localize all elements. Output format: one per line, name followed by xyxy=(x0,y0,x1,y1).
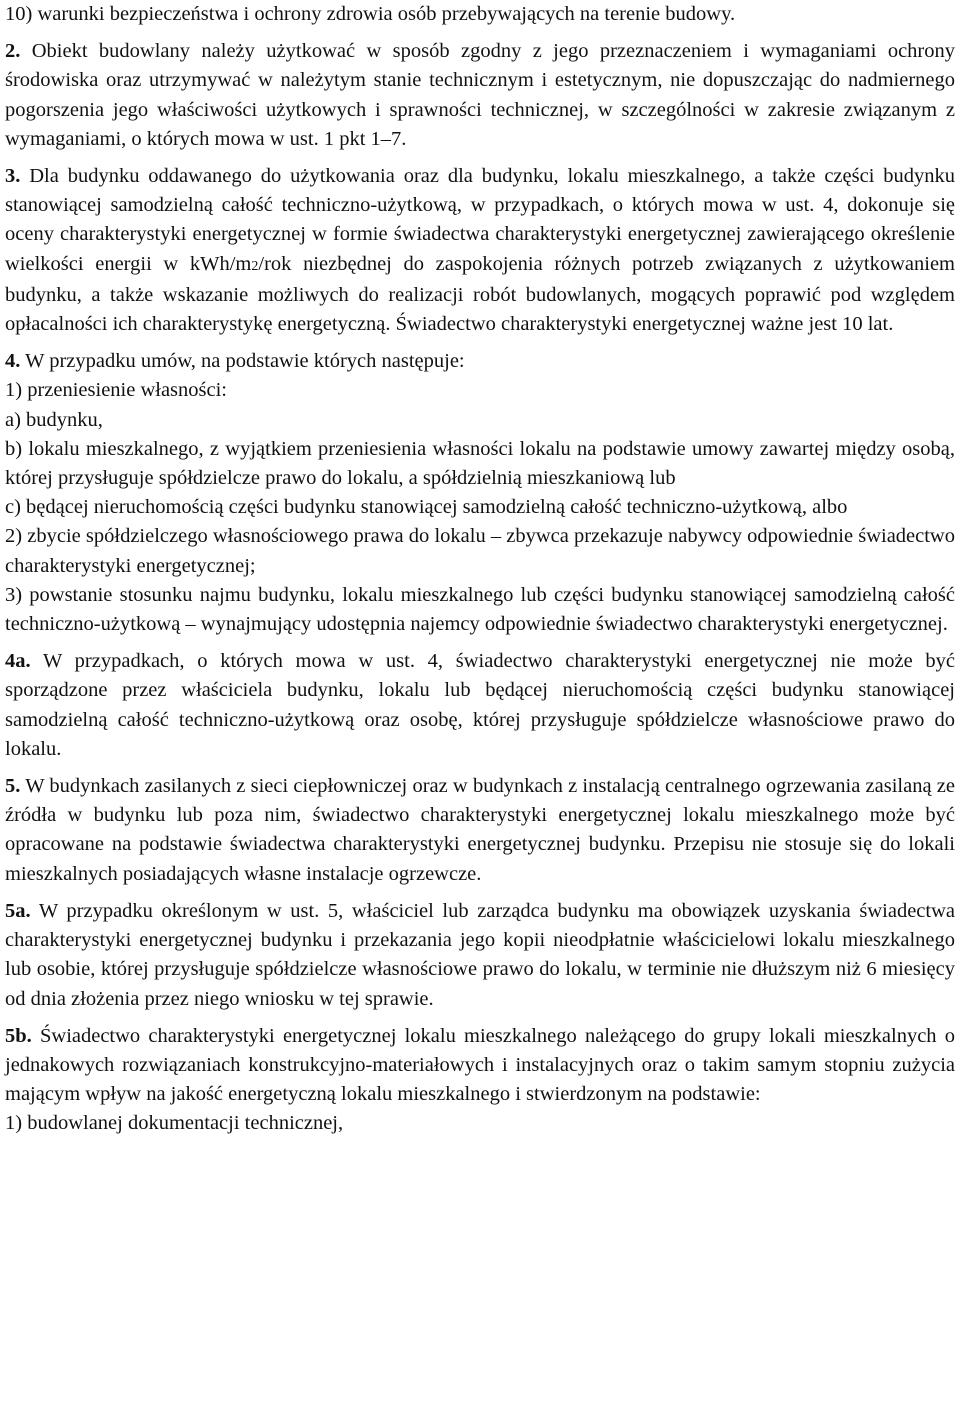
paragraph-text: Dla budynku oddawanego do użytkowania oraz dla budynku, lokalu mieszkalnego, a także części budynku stanowiącej samodzielną całość techniczno-użytkową, w przypadkach, o których mowa w ust. 4, dokonuje się oceny charakterystyki energetycznej w formie świadectwa charakterystyki energetycznej zawierającego określenie wielkości energii w kWh/m xyxy=(5,165,955,275)
list-item-10: 10) warunki bezpieczeństwa i ochrony zdrowia osób przebywających na terenie budowy. xyxy=(5,3,736,25)
document-page xyxy=(5,0,955,1139)
paragraph-number: 5a. xyxy=(5,899,31,922)
paragraph-number: 5. xyxy=(5,775,21,798)
paragraph-number: 2. xyxy=(5,40,21,63)
paragraph-number: 4. xyxy=(5,350,21,373)
paragraph-3 xyxy=(5,162,955,339)
paragraph-5a xyxy=(5,897,955,1014)
paragraph-text: Świadectwo charakterystyki energetycznej lokalu mieszkalnego należącego do grupy lokali mieszkalnych o jednakowych rozwiązaniach konstrukcyjno-materiałowych i instalacyjnych oraz o takim samym stopniu zużycia mającym wpływ na jakość energetyczną lokalu mieszkalnego i stwierdzonym na podstawie: xyxy=(5,1024,955,1106)
list-item: 2) zbycie spółdzielczego własnościowego prawa do lokalu – zbywca przekazuje nabywcy odpowiednie świadectwo charakterystyki energetycznej; xyxy=(5,525,955,577)
paragraph-number: 3. xyxy=(5,165,21,188)
paragraph-text: W przypadku umów, na podstawie których następuje: xyxy=(20,350,465,373)
list-item: 3) powstanie stosunku najmu budynku, lokalu mieszkalnego lub części budynku stanowiącej samodzielną całość techniczno-użytkową – wynajmujący udostępnia najemcy odpowiednie świadectwo charakterystyki energetycznej. xyxy=(5,583,955,636)
paragraph-text: W przypadku określonym w ust. 5, właściciel lub zarządca budynku ma obowiązek uzyskania świadectwa charakterystyki energetycznej budynku i przekazania jego kopii nieodpłatnie właścicielowi lokalu mieszkalnego lub osobie, której przysługuje spółdzielcze własnościowe prawo do lokalu, w terminie nie dłuższym niż 6 miesięcy od dnia złożenia przez niego wniosku w tej sprawie. xyxy=(5,899,955,1010)
list-item: a) budynku, xyxy=(5,408,103,431)
list-item: b) lokalu mieszkalnego, z wyjątkiem przeniesienia własności lokalu na podstawie umowy zawartej między osobą, której przysługuje spółdzielcze prawo do lokalu, a spółdzielnią mieszkaniową lub xyxy=(5,437,955,490)
paragraph-text: Obiekt budowlany należy użytkować w sposób zgodny z jego przeznaczeniem i wymaganiami ochrony środowiska oraz utrzymywać w należytym stanie technicznym i estetycznym, nie dopuszczając do nadmiernego pogorszenia jego właściwości użytkowych i sprawności technicznej, w szczególności w zakresie związanym z wymaganiami, o których mowa w ust. 1 pkt 1–7. xyxy=(5,40,955,150)
paragraph-number: 5b. xyxy=(5,1024,32,1047)
paragraph-text: W budynkach zasilanych z sieci ciepłowniczej oraz w budynkach z instalacją centralnego ogrzewania zasilaną ze źródła w budynku lub poza nim, świadectwo charakterystyki energetycznej lokalu mieszkalnego może być opracowane na podstawie świadectwa charakterystyki energetycznej budynku. Przepisu nie stosuje się do lokali mieszkalnych posiadających własne instalacje ogrzewcze. xyxy=(5,775,955,885)
paragraph-4a xyxy=(5,647,955,764)
unit-superscript: 2 xyxy=(251,258,259,274)
paragraph-text: W przypadkach, o których mowa w ust. 4, świadectwo charakterystyki energetycznej nie może być sporządzone przez właściciela budynku, lokalu lub będącej nieruchomością części budynku stanowiącej samodzielną całość techniczno-użytkową oraz osobę, której przysługuje spółdzielcze własnościowe prawo do lokalu. xyxy=(5,650,955,760)
list-item: 1) budowlanej dokumentacji technicznej, xyxy=(5,1112,344,1135)
paragraph-number: 4a. xyxy=(5,650,31,673)
list-item: 1) przeniesienie własności: xyxy=(5,379,228,402)
paragraph-text: /rok niezbędnej do zaspokojenia różnych potrzeb związanych z użytkowaniem budynku, a także wskazanie możliwych do realizacji robót budowlanych, mogących poprawić pod względem opłacalności ich charakterystykę energetyczną. Świadectwo charakterystyki energetycznej ważne jest 10 lat. xyxy=(5,252,956,336)
paragraph-2 xyxy=(5,37,955,154)
paragraph-4 xyxy=(5,347,955,376)
paragraph-5b xyxy=(5,1022,955,1110)
list-item: c) będącej nieruchomością części budynku stanowiącej samodzielną całość techniczno-użytkową, albo xyxy=(5,496,848,519)
paragraph-5 xyxy=(5,772,955,889)
